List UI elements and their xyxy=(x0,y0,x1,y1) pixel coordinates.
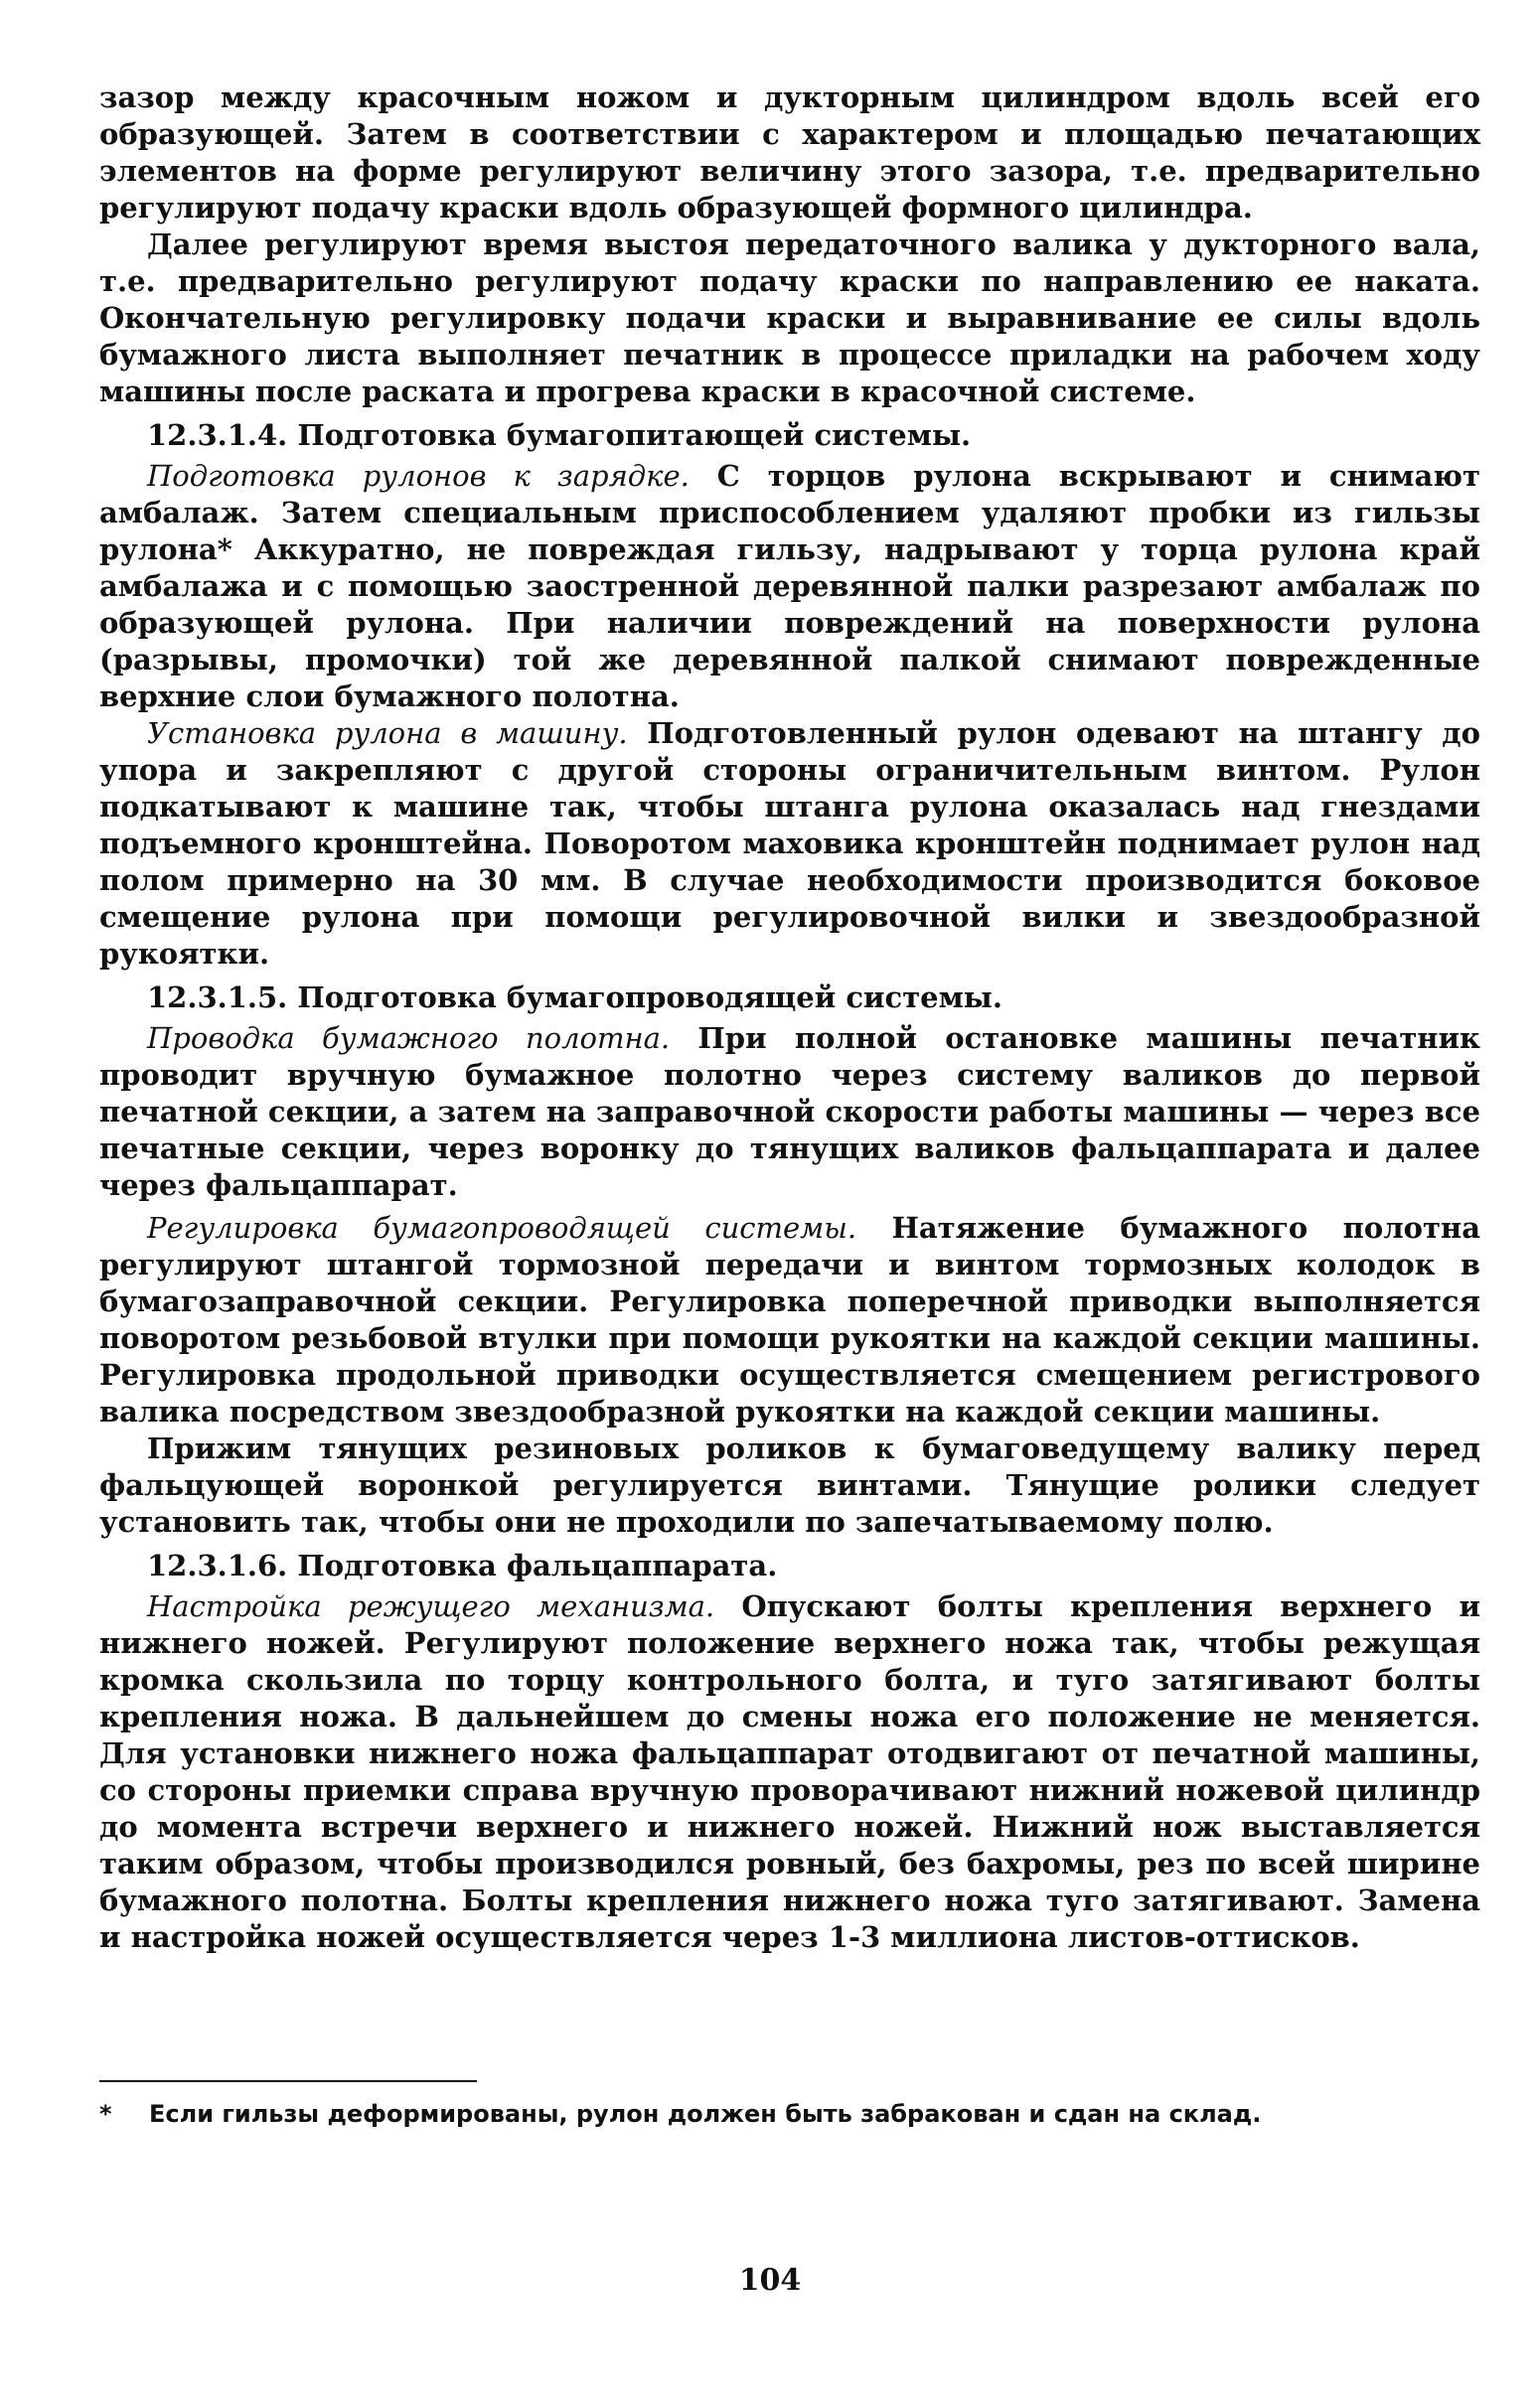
paragraph-text-roll-preparation: С торцов рулона вскрывают и снимают амбалаж. Затем специальным приспособлением удаляют пробки из гильзы рулона* Аккуратно, не повреждая гильзу, надрывают у торца рулона край амбалажа и с помощью заостренной деревянной палки разрезают амбалаж по образующей рулона. При наличии повреждений на поверхности рулона (разрывы, промочки) той же деревянной палкой снимают поврежденные верхние слои бумажного полотна. xyxy=(99,459,1480,713)
paragraph-lead-web-threading: Проводка бумажного полотна. xyxy=(147,1021,671,1055)
section-heading-12-3-1-5: 12.3.1.5. Подготовка бумагопроводящей системы. xyxy=(147,980,1002,1014)
paragraph-lead-roll-installation: Установка рулона в машину. xyxy=(147,716,628,750)
paragraph-text-roll-installation: Подготовленный рулон одевают на штангу до упора и закрепляют с другой стороны ограничительным винтом. Рулон подкатывают к машине так, чтобы штанга рулона оказалась над гнездами подъемного кронштейна. Поворотом маховика кронштейн поднимает рулон над полом примерно на 30 мм. В случае необходимости производится боковое смещение рулона при помощи регулировочной вилки и звездообразной рукоятки. xyxy=(99,716,1480,971)
paragraph-continuation: зазор между красочным ножом и дукторным цилиндром вдоль всей его образующей. Затем в соответствии с характером и площадью печатающих элементов на форме регулируют величину этого зазора, т.е. предварительно регулируют подачу краски вдоль образующей формного цилиндра. xyxy=(99,80,1480,225)
paragraph-ink-feed: Далее регулируют время выстоя передаточного валика у дукторного вала, т.е. предварительно регулируют подачу краски по направлению ее наката. Окончательную регулировку подачи краски и выравнивание ее силы вдоль бумажного листа выполняет печатник в процессе приладки на рабочем ходу машины после раската и прогрева краски в красочной системе. xyxy=(99,227,1480,408)
footnote-text: Если гильзы деформированы, рулон должен быть забракован и сдан на склад. xyxy=(149,2100,1262,2128)
paragraph-cutting-mechanism xyxy=(99,1588,1480,1956)
section-heading-12-3-1-6: 12.3.1.6. Подготовка фальцаппарата. xyxy=(147,1549,778,1582)
paragraph-web-threading xyxy=(99,1020,1480,1204)
section-heading-12-3-1-4: 12.3.1.4. Подготовка бумагопитающей системы. xyxy=(147,418,972,452)
paragraph-roll-preparation xyxy=(99,458,1480,715)
page-number: 104 xyxy=(738,2263,802,2298)
paragraph-text-web-threading: При полной остановке машины печатник проводит вручную бумажное полотно через систему валиков до первой печатной секции, а затем на заправочной скорости работы машины — через все печатные секции, через воронку до тянущих валиков фальцаппарата и далее через фальцаппарат. xyxy=(99,1021,1480,1202)
paragraph-lead-roll-preparation: Подготовка рулонов к зарядке. xyxy=(147,459,690,493)
footnote xyxy=(99,2098,1480,2130)
paragraph-text-web-adjustment: Натяжение бумажного полотна регулируют штангой тормозной передачи и винтом тормозных колодок в бумагозаправочной секции. Регулировка поперечной приводки выполняется поворотом резьбовой втулки при помощи рукоятки на каждой секции машины. Регулировка продольной приводки осуществляется смещением регистрового валика посредством звездообразной рукоятки на каждой секции машины. xyxy=(99,1211,1480,1429)
paragraph-text-cutting-mechanism: Опускают болты крепления верхнего и нижнего ножей. Регулируют положение верхнего ножа так, чтобы режущая кромка скользила по торцу контрольного болта, и туго затягивают болты крепления ножа. В дальнейшем до смены ножа его положение не меняется. Для установки нижнего ножа фальцаппарат отодвигают от печатной машины, со стороны приемки справа вручную проворачивают нижний ножевой цилиндр до момента встречи верхнего и нижнего ножей. Нижний нож выставляется таким образом, чтобы производился ровный, без бахромы, рез по всей ширине бумажного полотна. Болты крепления нижнего ножа туго затягивают. Замена и настройка ножей осуществляется через 1-3 миллиона листов-оттисков. xyxy=(99,1589,1480,1954)
footnote-divider xyxy=(99,2080,477,2082)
footnote-marker: * xyxy=(99,2100,112,2128)
paragraph-roll-installation xyxy=(99,715,1480,973)
paragraph-lead-cutting-mechanism: Настройка режущего механизма. xyxy=(147,1589,715,1623)
paragraph-lead-web-adjustment: Регулировка бумагопроводящей системы. xyxy=(147,1211,857,1245)
page-body xyxy=(99,79,1480,1956)
paragraph-web-adjustment xyxy=(99,1210,1480,1430)
paragraph-pull-rollers: Прижим тянущих резиновых роликов к бумаговедущему валику перед фальцующей воронкой регулируется винтами. Тянущие ролики следует установить так, чтобы они не проходили по запечатываемому полю. xyxy=(99,1431,1480,1539)
